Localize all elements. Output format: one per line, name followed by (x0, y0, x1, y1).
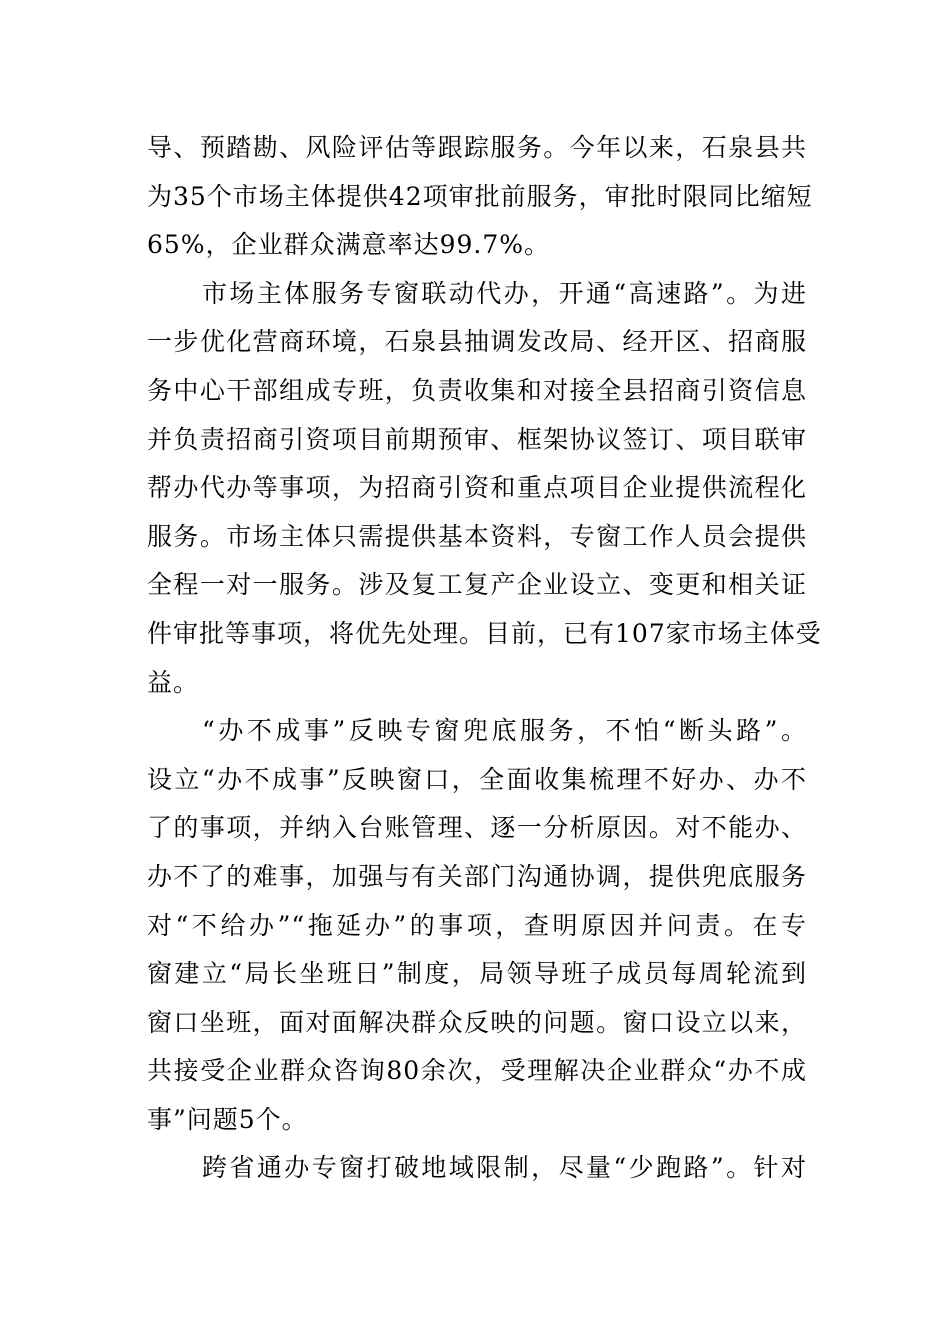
text-line: 一步优化营商环境，石泉县抽调发改局、经开区、招商服 (147, 327, 807, 357)
text-line: 办不了的难事，加强与有关部门沟通协调，提供兜底服务 (147, 861, 807, 891)
text-line: 事”问题5个。 (147, 1104, 308, 1134)
text-line: 益。 (147, 667, 200, 697)
text-line: 跨省通办专窗打破地域限制，尽量“少跑路”。针对 (202, 1153, 807, 1183)
text-line: 共接受企业群众咨询80余次，受理解决企业群众“办不成 (147, 1056, 807, 1086)
text-line: 并负责招商引资项目前期预审、框架协议签订、项目联审 (147, 424, 807, 454)
text-line: 全程一对一服务。涉及复工复产企业设立、变更和相关证 (147, 570, 807, 600)
text-line: 件审批等事项，将优先处理。目前，已有107家市场主体受 (147, 618, 822, 648)
text-line: 设立“办不成事”反映窗口，全面收集梳理不好办、办不 (147, 764, 807, 794)
paragraph-3 (147, 707, 807, 1144)
text-line: “办不成事”反映专窗兜底服务，不怕“断头路”。 (202, 716, 807, 746)
paragraph-1 (147, 124, 813, 270)
text-line: 窗建立“局长坐班日”制度，局领导班子成员每周轮流到 (147, 959, 807, 989)
text-line: 了的事项，并纳入台账管理、逐一分析原因。对不能办、 (147, 813, 807, 843)
text-line: 务中心干部组成专班，负责收集和对接全县招商引资信息 (147, 375, 807, 405)
paragraph-4 (147, 1144, 807, 1193)
document-body (147, 124, 822, 1193)
text-line: 导、预踏勘、风险评估等跟踪服务。今年以来，石泉县共 (147, 133, 807, 162)
text-line: 对“不给办”“拖延办”的事项，查明原因并问责。在专 (147, 910, 807, 940)
text-line: 65%，企业群众满意率达99.7%。 (147, 230, 550, 260)
text-line: 服务。市场主体只需提供基本资料，专窗工作人员会提供 (147, 521, 807, 551)
text-line: 为35个市场主体提供42项审批前服务，审批时限同比缩短 (147, 181, 813, 211)
text-line: 窗口坐班，面对面解决群众反映的问题。窗口设立以来， (147, 1007, 807, 1037)
text-line: 帮办代办等事项，为招商引资和重点项目企业提供流程化 (147, 473, 807, 503)
text-line: 市场主体服务专窗联动代办，开通“高速路”。为进 (202, 278, 807, 308)
paragraph-2 (147, 270, 822, 707)
